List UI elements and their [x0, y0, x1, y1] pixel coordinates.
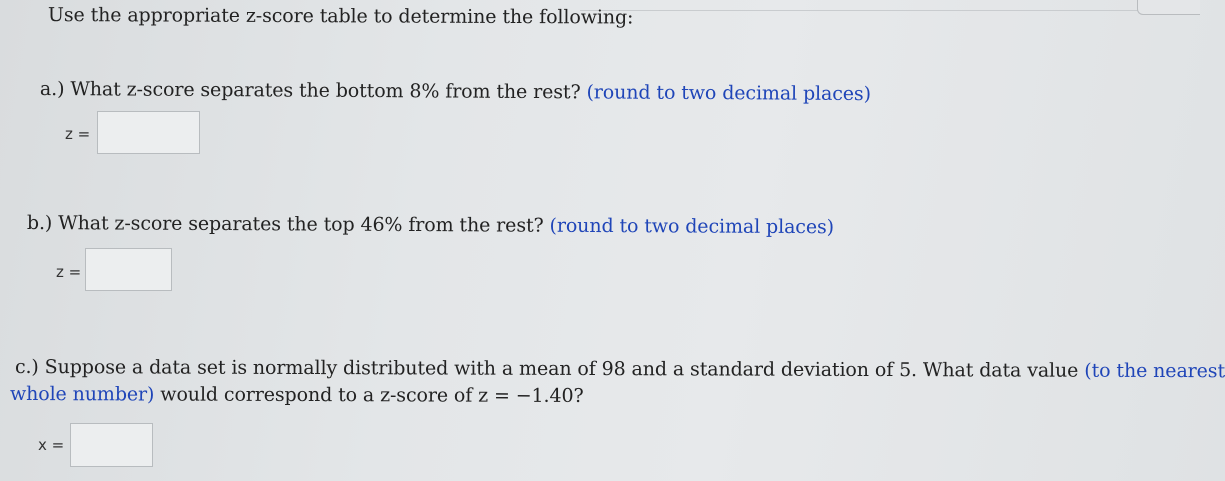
question-c-hint-2: whole number) [9, 383, 155, 406]
question-a-text: a.) What z-score separates the bottom 8% from the rest? [39, 78, 581, 104]
question-a-label: z = [65, 125, 91, 143]
question-c-answer-input[interactable] [70, 423, 153, 467]
question-a-hint: (round to two decimal places) [586, 81, 872, 106]
question-c-line1 [15, 356, 1225, 382]
question-a-answer-input[interactable] [97, 111, 200, 154]
question-a [40, 78, 871, 105]
question-c-text-1: c.) Suppose a data set is normally distributed with a mean of 98 and a standard deviation of 5. What data value [14, 356, 1079, 382]
corner-tab [1137, 0, 1200, 15]
question-c-line2 [10, 383, 584, 407]
instructions-text: Use the appropriate z-score table to determine the following: [47, 4, 634, 29]
question-b-answer-input[interactable] [85, 248, 172, 291]
question-b-text: b.) What z-score separates the top 46% from the rest? [26, 212, 544, 237]
top-divider [580, 10, 1140, 11]
question-c-label: x = [38, 436, 65, 454]
question-b [27, 212, 834, 238]
question-b-label: z = [56, 263, 82, 281]
question-c-hint-1: (to the nearest [1084, 359, 1225, 383]
question-b-hint: (round to two decimal places) [549, 214, 835, 239]
question-c-text-2: would correspond to a z-score of z = −1.40? [160, 383, 584, 408]
